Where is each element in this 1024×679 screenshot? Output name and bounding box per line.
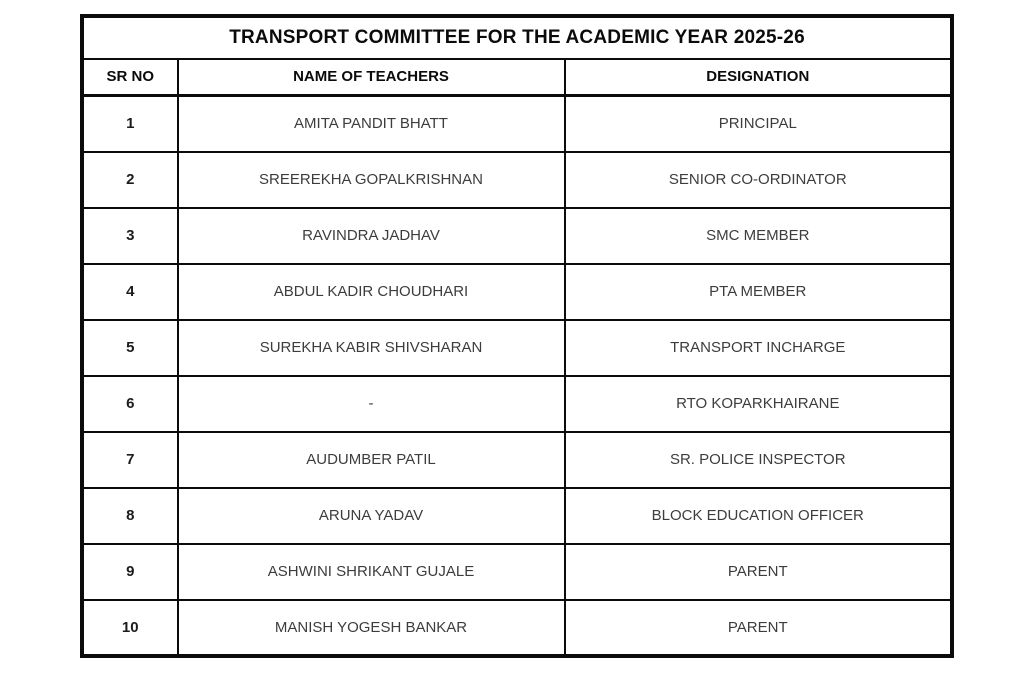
teacher-name-cell: SUREKHA KABIR SHIVSHARAN (178, 320, 565, 376)
teacher-name-cell: ABDUL KADIR CHOUDHARI (178, 264, 565, 320)
table-body (83, 96, 952, 656)
sr-no-cell: 5 (83, 320, 178, 376)
teacher-name-cell: AUDUMBER PATIL (178, 432, 565, 488)
table-row (83, 96, 952, 152)
designation-cell: PARENT (565, 544, 952, 600)
sr-no-cell: 8 (83, 488, 178, 544)
table-row (83, 152, 952, 208)
column-header-row (83, 59, 952, 96)
column-header-sr-no: SR NO (83, 59, 178, 96)
sr-no-cell: 9 (83, 544, 178, 600)
teacher-name-cell: ASHWINI SHRIKANT GUJALE (178, 544, 565, 600)
teacher-name-cell: AMITA PANDIT BHATT (178, 96, 565, 152)
designation-cell: PTA MEMBER (565, 264, 952, 320)
table-row (83, 432, 952, 488)
table-row (83, 264, 952, 320)
teacher-name-cell: ARUNA YADAV (178, 488, 565, 544)
designation-cell: SR. POLICE INSPECTOR (565, 432, 952, 488)
teacher-name-cell: - (178, 376, 565, 432)
sr-no-cell: 6 (83, 376, 178, 432)
sr-no-cell: 4 (83, 264, 178, 320)
table-row (83, 320, 952, 376)
designation-cell: BLOCK EDUCATION OFFICER (565, 488, 952, 544)
sr-no-cell: 7 (83, 432, 178, 488)
column-header-designation: DESIGNATION (565, 59, 952, 96)
table-row (83, 488, 952, 544)
sr-no-cell: 3 (83, 208, 178, 264)
designation-cell: PARENT (565, 600, 952, 656)
designation-cell: SENIOR CO-ORDINATOR (565, 152, 952, 208)
teacher-name-cell: RAVINDRA JADHAV (178, 208, 565, 264)
teacher-name-cell: MANISH YOGESH BANKAR (178, 600, 565, 656)
column-header-name-of-teachers: NAME OF TEACHERS (178, 59, 565, 96)
table-row (83, 376, 952, 432)
sr-no-cell: 2 (83, 152, 178, 208)
designation-cell: PRINCIPAL (565, 96, 952, 152)
teacher-name-cell: SREEREKHA GOPALKRISHNAN (178, 152, 565, 208)
sr-no-cell: 1 (83, 96, 178, 152)
designation-cell: TRANSPORT INCHARGE (565, 320, 952, 376)
table-row (83, 544, 952, 600)
table-row (83, 600, 952, 656)
table-title: TRANSPORT COMMITTEE FOR THE ACADEMIC YEAR 2025-26 (83, 17, 952, 59)
designation-cell: SMC MEMBER (565, 208, 952, 264)
table-row (83, 208, 952, 264)
title-row (83, 17, 952, 59)
designation-cell: RTO KOPARKHAIRANE (565, 376, 952, 432)
sr-no-cell: 10 (83, 600, 178, 656)
transport-committee-table (81, 15, 953, 657)
